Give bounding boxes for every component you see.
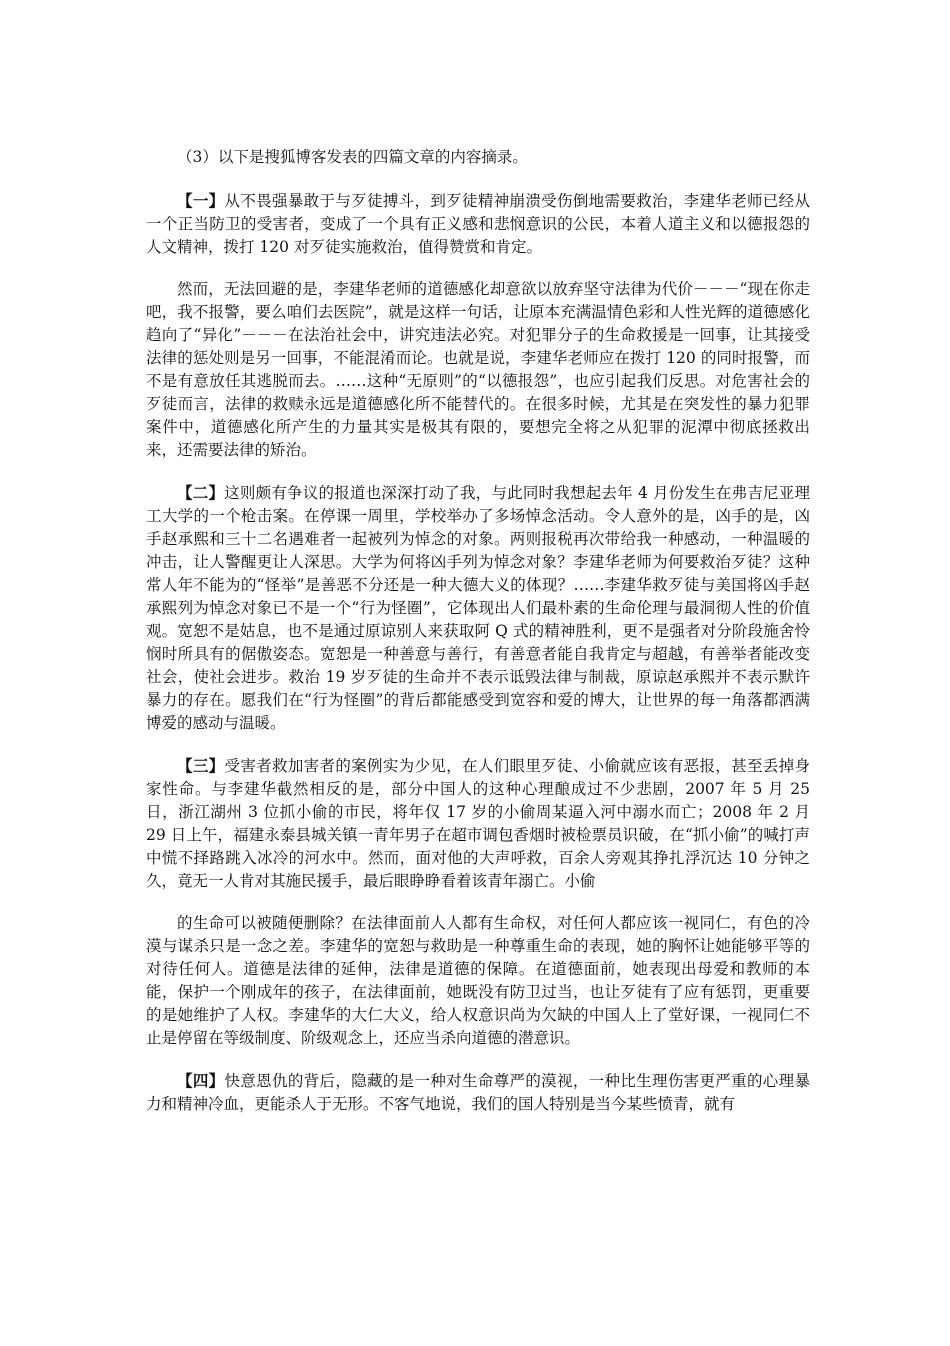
paragraph-text: 的生命可以被随便删除？在法律面前人人都有生命权，对任何人都应该一视同仁，有色的冷漠与谋杀只是一念之差。李建华的宽恕与救助是一种尊重生命的表现，她的胸怀让她能够平等的对待任何人。道德是法律的延伸，法律是道德的保障。在道德面前，她表现出母爱和教师的本能，保护一个刚成年的孩子，在法律面前，她既没有防卫过当，也让歹徒有了应有惩罚，更重要的是她维护了人权。李建华的大仁大义，给人权意识尚为欠缺的中国人上了堂好课，一视同仁不止是停留在等级制度、阶级观念上，还应当杀向道德的潜意识。 bbox=[146, 914, 810, 1047]
paragraph-text: 然而，无法回避的是，李建华老师的道德感化却意欲以放弃坚守法律为代价－－－“现在你走吧，我不报警，要么咱们去医院”，就是这样一句话，让原本充满温情色彩和人性光辉的道德感化趋向了“异化”－－－在法治社会中，讲究违法必究。对犯罪分子的生命救援是一回事，让其接受法律的惩处则是另一回事，不能混淆而论。也就是说，李建华老师应在拨打 120 的同时报警，而不是有意放任其逃脱而去。……这种“无原则”的“以德报怨”，也应引起我们反思。对危害社会的歹徒而言，法律的救赎永远是道德感化所不能替代的。在很多时候，尤其是在突发性的暴力犯罪案件中，道德感化所产生的力量其实是极其有限的，要想完全将之从犯罪的泥潭中彻底拯救出来，还需要法律的矫治。 bbox=[146, 280, 810, 459]
paragraph-text: 从不畏强暴敢于与歹徒搏斗，到歹徒精神崩溃受伤倒地需要救治，李建华老师已经从一个正当防卫的受害者，变成了一个具有正义感和悲悯意识的公民，本着人道主义和以德报怨的人文精神，拨打 120 对歹徒实施救治，值得赞赏和肯定。 bbox=[146, 192, 810, 256]
section-marker: 【四】 bbox=[177, 1071, 225, 1090]
paragraph-text: 快意恩仇的背后，隐藏的是一种对生命尊严的漠视，一种比生理伤害更严重的心理暴力和精神冷血，更能杀人于无形。不客气地说，我们的国人特别是当今某些愤青，就有 bbox=[146, 1072, 810, 1113]
section-four-paragraph bbox=[146, 1069, 810, 1116]
section-two-paragraph bbox=[146, 481, 810, 735]
section-three-paragraph bbox=[146, 754, 810, 893]
section-one-paragraph bbox=[146, 189, 810, 259]
section-marker: 【二】 bbox=[177, 483, 225, 502]
section-marker: 【三】 bbox=[177, 756, 225, 775]
section-marker: 【一】 bbox=[177, 191, 225, 210]
section-one-continuation-paragraph bbox=[146, 278, 810, 462]
paragraph-text: 受害者救加害者的案例实为少见，在人们眼里歹徒、小偷就应该有恶报，甚至丢掉身家性命。与李建华截然相反的是，部分中国人的这种心理酿成过不少悲剧，2007 年 5 月 25 日，浙江湖州 3 位抓小偷的市民，将年仅 17 岁的小偷周某逼入河中溺水而亡；2008 年 2 月 29 日上午，福建永泰县城关镇一青年男子在超市调包香烟时被检票员识破，在“抓小偷”的喊打声中慌不择路跳入冰冷的河水中。然而，面对他的大声呼救，百余人旁观其挣扎浮沉达 10 分钟之久，竟无一人肯对其施民援手，最后眼睁睁看着该青年溺亡。小偷 bbox=[146, 757, 810, 890]
paragraph-text: 这则颇有争议的报道也深深打动了我，与此同时我想起去年 4 月份发生在弗吉尼亚理工大学的一个枪击案。在停课一周里，学校举办了多场悼念活动。令人意外的是，凶手的是，凶手赵承熙和三十二名遇难者一起被列为悼念的对象。两则报税再次带给我一种感动，一种温暖的冲击，让人警醒更让人深思。大学为何将凶手列为悼念对象？李建华老师为何要救治歹徒？这种常人年不能为的“怪举”是善恶不分还是一种大德大义的体现？……李建华救歹徒与美国将凶手赵承熙列为悼念对象已不是一个“行为怪圈”，它体现出人们最朴素的生命伦理与最洞彻人性的价值观。宽恕不是姑息，也不是通过原谅别人来获取阿 Q 式的精神胜利，更不是强者对分阶段施舍怜悯时所具有的倨傲姿态。宽恕是一种善意与善行，有善意者能自我肯定与超越，有善举者能改变社会，使社会进步。救治 19 岁歹徒的生命并不表示诋毁法律与制裁，原谅赵承熙并不表示默许暴力的存在。愿我们在“行为怪圈”的背后都能感受到宽容和爱的博大，让世界的每一角落都洒满博爱的感动与温暖。 bbox=[146, 484, 810, 732]
section-three-continuation-paragraph bbox=[146, 912, 810, 1050]
document-body bbox=[146, 146, 810, 1135]
intro-paragraph: （3）以下是搜狐博客发表的四篇文章的内容摘录。 bbox=[177, 148, 528, 166]
